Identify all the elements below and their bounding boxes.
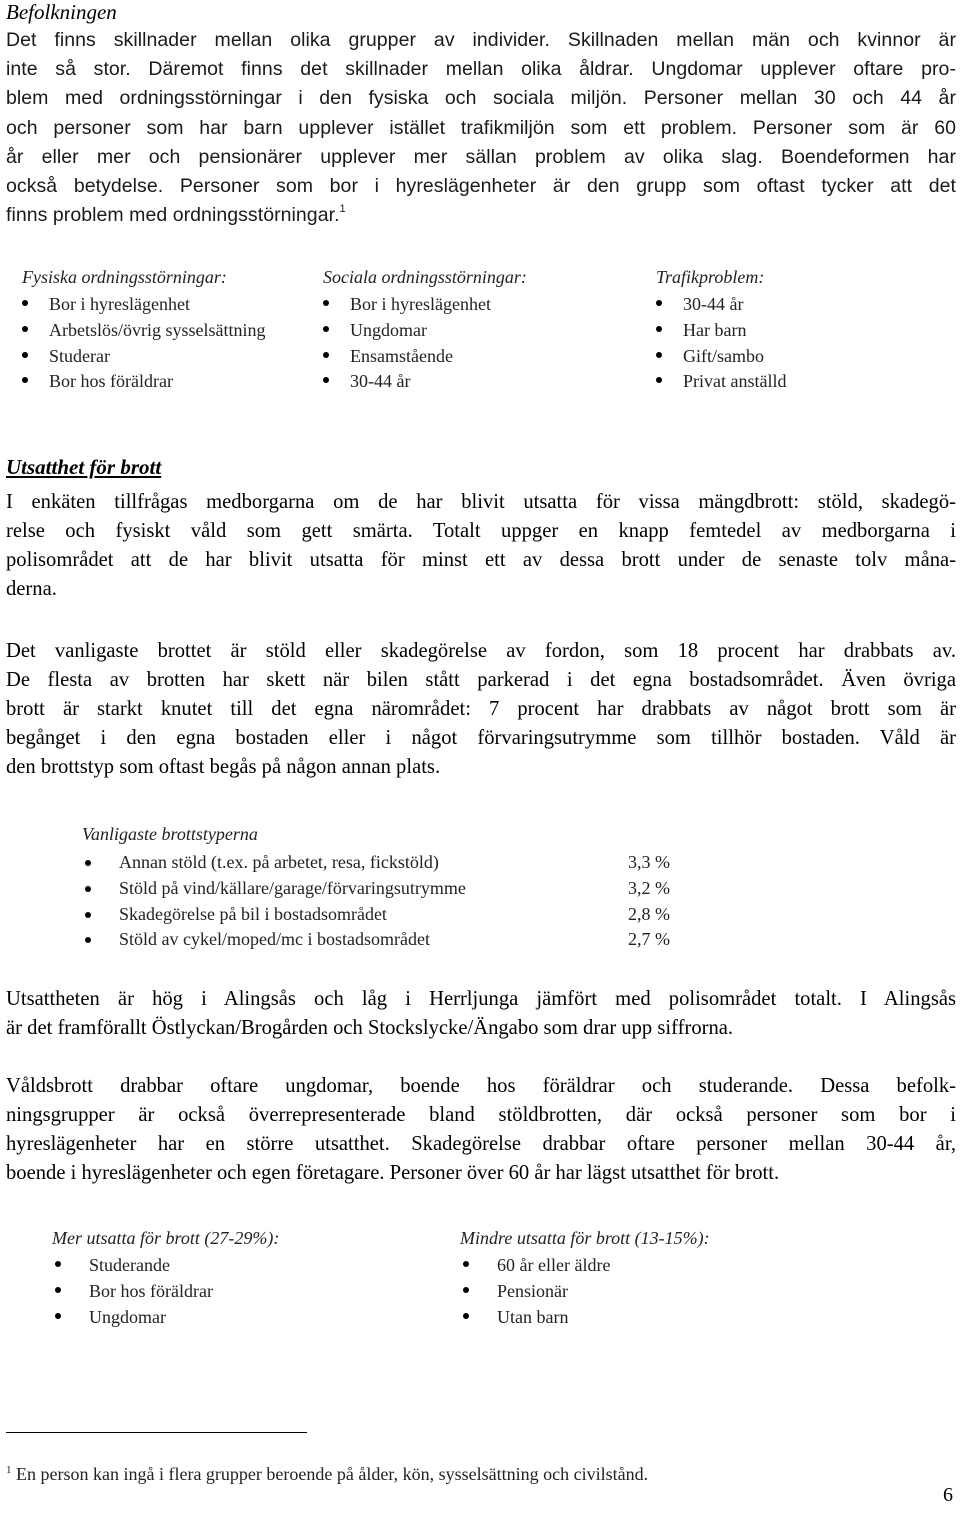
list-item-label: Privat anställd	[683, 371, 787, 392]
footnote-marker: 1	[6, 1464, 12, 1476]
list-item-label: Studerande	[89, 1255, 170, 1275]
crime-type-row	[82, 850, 729, 876]
paragraph-line-text: finns problem med ordningsstörningar.	[6, 204, 340, 227]
list-item	[323, 319, 527, 345]
bullet-icon	[656, 326, 662, 332]
list-fysiska-ordningsstorningar	[22, 267, 266, 396]
paragraph-enkat	[6, 488, 956, 604]
list-item-label: Ungdomar	[350, 319, 427, 340]
list-item-label: 60 år eller äldre	[497, 1255, 611, 1275]
bullet-icon	[656, 300, 662, 306]
crime-type-percent: 3,2 %	[628, 877, 670, 898]
list-item-label: Pensionär	[497, 1280, 568, 1301]
paragraph-line: I enkäten tillfrågas medborgarna om de har blivit utsatta för vissa mängdbrott: stöld, skadegö-	[6, 491, 956, 513]
crime-type-row	[82, 902, 729, 928]
list-item	[323, 293, 527, 319]
crime-type-label: Annan stöld (t.ex. på arbetet, resa, fickstöld)	[119, 852, 439, 872]
list-item-label: Bor i hyreslägenhet	[350, 294, 491, 314]
list-item-label: Bor i hyreslägenhet	[49, 294, 190, 314]
paragraph-line: också betydelse. Personer som bor i hyreslägenheter är den grupp som oftast tycker att det	[6, 175, 956, 198]
list-item-label: 30-44 år	[350, 371, 411, 392]
list-item	[52, 1280, 279, 1306]
bullet-icon	[85, 860, 91, 866]
footnote-separator	[6, 1432, 307, 1433]
paragraph-line: Det finns skillnader mellan olika grupper av individer. Skillnaden mellan män och kvinnor är	[6, 29, 956, 51]
list-trafikproblem	[656, 267, 786, 396]
section-title-befolkningen: Befolkningen	[6, 0, 117, 24]
list-header: Trafikproblem:	[656, 267, 765, 287]
list-item	[52, 1306, 279, 1332]
list-mer-utsatta	[52, 1228, 279, 1331]
bullet-icon	[85, 886, 91, 892]
list-item	[52, 1254, 279, 1280]
paragraph-line: hyreslägenheter har en större utsatthet. Skadegörelse drabbar oftare personer mellan 30-44 år,	[6, 1133, 956, 1155]
bullet-icon	[55, 1287, 61, 1293]
paragraph-line-last	[6, 201, 956, 230]
paragraph-line: är det framförallt Östlyckan/Brogården och Stockslycke/Ängabo som drar upp siffrorna.	[6, 1017, 734, 1039]
paragraph-vanligaste-brottet	[6, 637, 956, 782]
list-header: Vanligaste brottstyperna	[82, 824, 258, 844]
paragraph-line: inte så stor. Däremot finns det skillnader mellan olika åldrar. Ungdomar upplever oftare pro-	[6, 58, 956, 81]
crime-type-row	[82, 927, 729, 953]
list-item	[656, 293, 786, 319]
footnote	[6, 1464, 648, 1485]
paragraph-line: boende i hyreslägenheter och egen företagare. Personer över 60 år har lägst utsatthet för brott.	[6, 1162, 780, 1184]
paragraph-line: ningsgrupper är också överrepresenterade bland stöldbrotten, där också personer som bor i	[6, 1104, 956, 1126]
paragraph-line: den brottstyp som oftast begås på någon annan plats.	[6, 756, 441, 778]
crime-type-percent: 2,8 %	[628, 903, 670, 924]
list-header: Sociala ordningsstörningar:	[323, 267, 527, 287]
page-number: 6	[943, 1484, 953, 1506]
paragraph-utsattheten	[6, 985, 956, 1043]
list-item	[22, 345, 266, 371]
list-item	[656, 345, 786, 371]
crime-type-row	[82, 876, 729, 902]
crime-type-percent: 3,3 %	[628, 852, 670, 872]
paragraph-line: derna.	[6, 578, 57, 600]
paragraph-line: Våldsbrott drabbar oftare ungdomar, boende hos föräldrar och studerande. Dessa befolk-	[6, 1075, 956, 1097]
list-item-label: Bor hos föräldrar	[49, 371, 173, 392]
list-item-label: Bor hos föräldrar	[89, 1280, 213, 1301]
bullet-icon	[656, 377, 662, 383]
bullet-icon	[55, 1313, 61, 1319]
bullet-icon	[85, 912, 91, 918]
list-item	[656, 370, 786, 396]
paragraph-line: De flesta av brotten har skett när bilen stått parkerad i det egna bostadsområdet. Även övriga	[6, 669, 956, 691]
crime-type-percent: 2,7 %	[628, 929, 670, 950]
bullet-icon	[463, 1287, 469, 1293]
section-title-utsatthet: Utsatthet för brott	[6, 455, 162, 479]
bullet-icon	[22, 326, 28, 332]
bullet-icon	[463, 1261, 469, 1267]
bullet-icon	[323, 300, 329, 306]
bullet-icon	[323, 326, 329, 332]
bullet-icon	[85, 937, 91, 943]
list-sociala-ordningsstorningar	[323, 267, 527, 396]
paragraph-line: brott är starkt knutet till det egna närområdet: 7 procent har drabbats av något brott som är	[6, 698, 956, 720]
list-item	[22, 319, 266, 345]
list-item	[323, 345, 527, 371]
bullet-icon	[22, 377, 28, 383]
bullet-icon	[323, 377, 329, 383]
paragraph-line: begånget i den egna bostaden eller i något förvaringsutrymme som tillhör bostaden. Våld är	[6, 727, 956, 749]
list-item-label: Gift/sambo	[683, 345, 764, 366]
bullet-icon	[323, 352, 329, 358]
list-item-label: Utan barn	[497, 1306, 569, 1327]
crime-type-label: Skadegörelse på bil i bostadsområdet	[119, 903, 387, 924]
paragraph-line: relse och fysiskt våld som gett smärta. Totalt uppger en knapp femtedel av medborgarna i	[6, 520, 956, 542]
bullet-icon	[656, 352, 662, 358]
list-item	[460, 1306, 710, 1332]
footnote-text: En person kan ingå i flera grupper beroende på ålder, kön, sysselsättning och civilstånd.	[16, 1464, 649, 1484]
bullet-icon	[22, 300, 28, 306]
list-item-label: Ensamstående	[350, 345, 453, 366]
paragraph-line: Utsattheten är hög i Alingsås och låg i Herrljunga jämfört med polisområdet totalt. I Alingsås	[6, 988, 956, 1010]
list-item	[22, 370, 266, 396]
paragraph-line: år eller mer och pensionärer upplever mer sällan problem av olika slag. Boendeformen har	[6, 145, 956, 168]
list-item	[656, 319, 786, 345]
crime-type-label: Stöld på vind/källare/garage/förvaringsutrymme	[119, 877, 466, 898]
footnote-ref: 1	[339, 203, 346, 216]
list-item-label: 30-44 år	[683, 294, 744, 314]
list-item	[460, 1254, 710, 1280]
paragraph-line: blem med ordningsstörningar i den fysiska och sociala miljön. Personer mellan 30 och 44 år	[6, 87, 956, 110]
list-item-label: Arbetslös/övrig sysselsättning	[49, 319, 266, 340]
bullet-icon	[463, 1313, 469, 1319]
bullet-icon	[55, 1261, 61, 1267]
list-header: Mindre utsatta för brott (13-15%):	[460, 1228, 710, 1248]
list-item-label: Studerar	[49, 345, 110, 366]
list-header: Fysiska ordningsstörningar:	[22, 267, 227, 287]
list-mindre-utsatta	[460, 1228, 710, 1331]
paragraph-line: Det vanligaste brottet är stöld eller skadegörelse av fordon, som 18 procent har drabbats av.	[6, 640, 956, 662]
list-item	[323, 370, 527, 396]
crime-type-label: Stöld av cykel/moped/mc i bostadsområdet	[119, 929, 430, 950]
list-item	[22, 293, 266, 319]
list-vanligaste-brottstyperna	[82, 823, 729, 953]
list-item-label: Ungdomar	[89, 1306, 166, 1327]
list-header: Mer utsatta för brott (27-29%):	[52, 1228, 280, 1248]
list-item	[460, 1280, 710, 1306]
bullet-icon	[22, 352, 28, 358]
paragraph-line: polisområdet att de har blivit utsatta för minst ett av dessa brott under de senaste tolv måna-	[6, 549, 956, 571]
list-item-label: Har barn	[683, 319, 747, 340]
paragraph-line: och personer som har barn upplever istället trafikmiljön som ett problem. Personer som är 60	[6, 116, 956, 139]
section-paragraph-befolkningen	[6, 26, 956, 230]
paragraph-valdsbrott	[6, 1072, 956, 1188]
